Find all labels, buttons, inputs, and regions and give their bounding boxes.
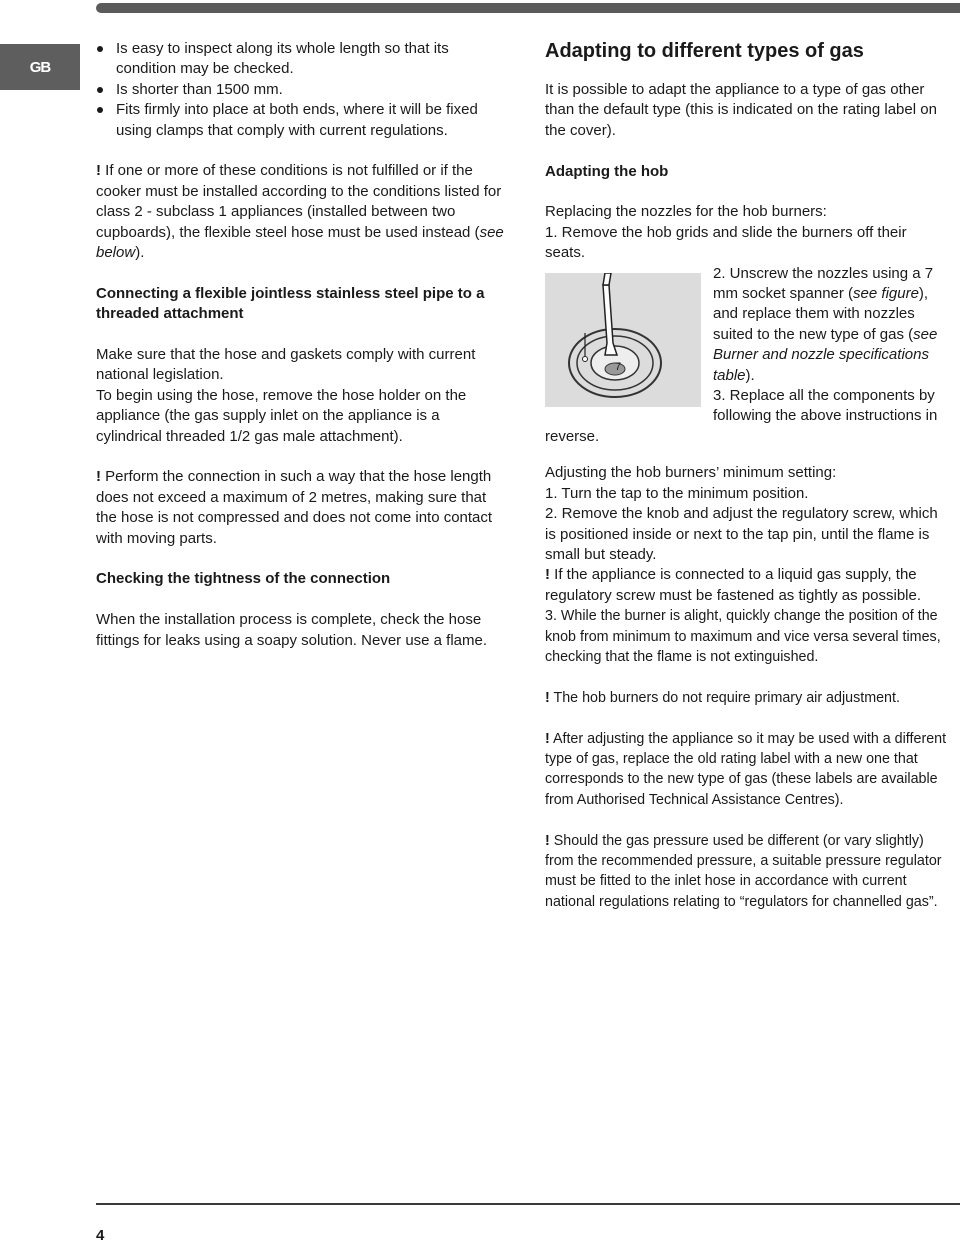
adjust-step-3: 3. While the burner is alight, quickly change the position of the knob from minimum to maximum and vice versa several times, checking that the flame is not extinguished. [545, 608, 941, 665]
paragraph-when-complete: When the installation process is complete, check the hose fittings for leaks using a soapy solution. Never use a flame. [96, 611, 488, 649]
language-tab-label: GB [29, 58, 51, 76]
warning-mark: ! [96, 162, 101, 180]
nozzle-figure-block [545, 264, 950, 448]
language-tab [0, 44, 80, 90]
footer-rule [96, 1203, 960, 1205]
step-1: 1. Remove the hob grids and slide the burners off their seats. [545, 223, 907, 262]
warning-hose-length: ! Perform the connection in such a way that the hose length does not exceed a maximum of 2 metres, making sure that the hose is not compressed and does not come into contact with moving parts. [96, 468, 493, 547]
right-column [545, 39, 950, 912]
warning-mark: ! [96, 468, 101, 486]
warning-liquid-gas: ! If the appliance is connected to a liquid gas supply, the regulatory screw must be fastened as tightly as possible. [545, 566, 922, 604]
warning-mark: ! [545, 832, 550, 849]
header-bar [96, 3, 960, 13]
heading-checking: Checking the tightness of the connection [96, 570, 391, 588]
page-number: 4 [96, 1227, 105, 1244]
warning-mark: ! [545, 689, 550, 706]
paragraph-adjusting: Adjusting the hob burners’ minimum setting: [545, 464, 837, 482]
adjust-step-2: 2. Remove the knob and adjust the regulatory screw, which is positioned inside or next to the tap pin, until the flame is small but steady. [545, 505, 938, 563]
warning-gas-pressure: ! Should the gas pressure used be different (or vary slightly) from the recommended pressure, a suitable pressure regulator must be fitted to the inlet hose in accordance with current national regulations relating to “regulators for channelled gas”. [545, 832, 942, 910]
paragraph-intro: It is possible to adapt the appliance to a type of gas other than the default type (this is indicated on the rating label on the cover). [545, 81, 937, 139]
paragraph-to-begin: To begin using the hose, remove the hose holder on the appliance (the gas supply inlet on the appliance is a cylindrical threaded 1/2 gas male attachment). [96, 386, 467, 445]
heading-connecting: Connecting a flexible jointless stainless steel pipe to a threaded attachment [96, 284, 485, 323]
spanner-size-label: 7 [615, 360, 622, 373]
warning-mark: ! [545, 730, 550, 747]
warning-primary-air: ! The hob burners do not require primary air adjustment. [545, 689, 900, 706]
heading-adapting-hob: Adapting the hob [545, 162, 669, 180]
warning-rating-label: ! After adjusting the appliance so it may be used with a different type of gas, replace the old rating label with a new one that corresponds to the new type of gas (these labels are available from Authorised Technical Assistance Centres). [545, 730, 947, 808]
step-2: 2. Unscrew the nozzles using a 7 mm socket spanner (see figure), and replace them with nozzles suited to the new type of gas (see Burner and nozzle specifications table). [713, 264, 938, 384]
list-item: Is shorter than 1500 mm. [96, 80, 508, 100]
step-3: 3. Replace all the components by following the above instructions in reverse. [545, 387, 938, 445]
adjust-step-1: 1. Turn the tap to the minimum position. [545, 484, 809, 502]
list-item: Fits firmly into place at both ends, where it will be fixed using clamps that comply with current regulations. [96, 100, 508, 141]
paragraph-replacing: Replacing the nozzles for the hob burners: [545, 203, 827, 221]
left-column [96, 39, 508, 651]
paragraph-make-sure: Make sure that the hose and gaskets comply with current national legislation. [96, 346, 476, 384]
warning-conditions: ! If one or more of these conditions is not fulfilled or if the cooker must be installed according to the conditions listed for class 2 - subclass 1 appliances (installed between two cupboards), the flexible steel hose must be used instead (see below). [96, 162, 504, 262]
burner-spanner-icon [545, 273, 701, 407]
requirements-list [96, 39, 508, 141]
nozzle-spanner-figure [545, 273, 701, 407]
warning-mark: ! [545, 566, 550, 584]
section-title: Adapting to different types of gas [545, 40, 864, 62]
list-item: Is easy to inspect along its whole length so that its condition may be checked. [96, 39, 508, 80]
